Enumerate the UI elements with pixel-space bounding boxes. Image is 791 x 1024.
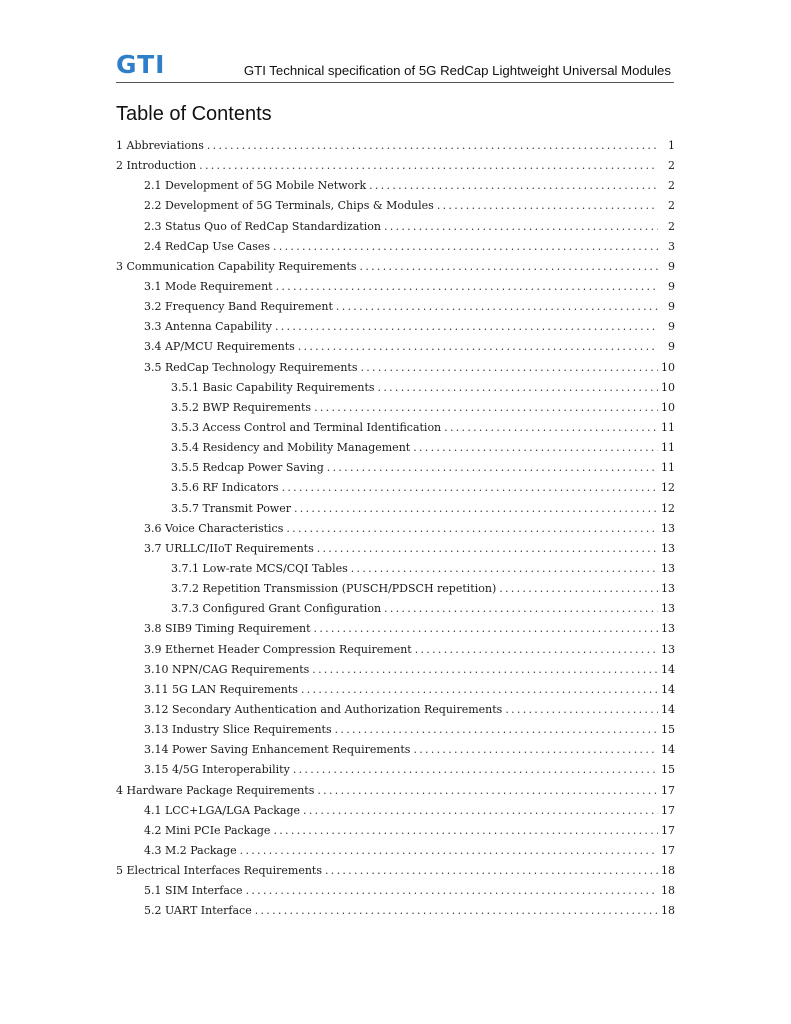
document-title: GTI Technical specification of 5G RedCap Lightweight Universal Modules [243,63,671,78]
toc-entry-page-number: 17 [661,783,675,797]
toc-dot-leader [303,801,658,821]
toc-entry-page-number: 9 [668,279,675,293]
toc-entry-page-number: 17 [661,803,675,817]
toc-entry-label: 3.7.3 Configured Grant Configuration [171,602,382,616]
toc-entry-page-number: 11 [661,420,675,434]
toc-entry-label: 3.8 SIB9 Timing Requirement [144,622,311,636]
toc-dot-leader [294,499,658,519]
toc-dot-leader [499,579,658,599]
toc-dot-leader [317,539,658,559]
toc-entry[interactable] [116,176,675,196]
toc-entry-page-number: 2 [668,179,675,193]
toc-entry[interactable] [116,660,675,680]
toc-entry-label: 4.2 Mini PCIe Package [144,823,271,837]
toc-entry[interactable] [116,801,675,821]
toc-entry[interactable] [116,237,675,257]
toc-entry-page-number: 13 [661,582,675,596]
toc-entry-label: 3.5 RedCap Technology Requirements [144,360,358,374]
toc-dot-leader [327,458,658,478]
toc-entry[interactable] [116,901,675,921]
toc-dot-leader [444,418,658,438]
toc-entry-page-number: 2 [668,219,675,233]
toc-entry-label: 3.14 Power Saving Enhancement Requirements [144,743,411,757]
toc-heading: Table of Contents [116,103,272,125]
toc-entry-page-number: 13 [661,622,675,636]
toc-entry-label: 3.5.1 Basic Capability Requirements [171,380,375,394]
toc-entry-page-number: 14 [661,743,675,757]
toc-entry-page-number: 13 [661,561,675,575]
toc-entry-page-number: 14 [661,682,675,696]
toc-entry-page-number: 11 [661,461,675,475]
toc-entry-label: 3.15 4/5G Interoperability [144,763,290,777]
toc-entry-label: 3.7.1 Low-rate MCS/CQI Tables [171,561,348,575]
toc-entry-label: 3 Communication Capability Requirements [116,259,357,273]
toc-dot-leader [273,237,658,257]
toc-dot-leader [273,821,658,841]
toc-entry-page-number: 10 [661,380,675,394]
toc-dot-leader [384,599,658,619]
toc-entry-label: 3.5.5 Redcap Power Saving [171,461,324,475]
toc-entry[interactable] [116,156,675,176]
toc-entry-label: 2.2 Development of 5G Terminals, Chips & Modules [144,199,434,213]
toc-dot-leader [314,398,658,418]
toc-entry[interactable] [116,821,675,841]
toc-dot-leader [293,760,658,780]
toc-dot-leader [325,861,658,881]
toc-dot-leader [415,640,658,660]
toc-entry[interactable] [116,559,675,579]
toc-dot-leader [437,196,658,216]
toc-entry[interactable] [116,680,675,700]
toc-entry-label: 2.3 Status Quo of RedCap Standardization [144,219,381,233]
toc-entry-page-number: 12 [661,501,675,515]
toc-entry-label: 3.1 Mode Requirement [144,279,273,293]
table-of-contents [116,136,675,921]
toc-entry[interactable] [116,760,675,780]
toc-dot-leader [335,720,658,740]
toc-entry[interactable] [116,861,675,881]
toc-entry-page-number: 13 [661,602,675,616]
toc-entry-page-number: 3 [668,239,675,253]
toc-entry-label: 3.5.7 Transmit Power [171,501,291,515]
toc-entry[interactable] [116,217,675,237]
toc-entry-label: 3.11 5G LAN Requirements [144,682,298,696]
toc-dot-leader [413,438,658,458]
toc-dot-leader [505,700,658,720]
toc-entry[interactable] [116,619,675,639]
gti-logo: GTI [116,50,166,79]
toc-entry-label: 3.7.2 Repetition Transmission (PUSCH/PDSCH repetition) [171,582,497,596]
toc-entry[interactable] [116,881,675,901]
toc-dot-leader [298,337,658,357]
toc-dot-leader [301,680,658,700]
toc-entry-label: 3.3 Antenna Capability [144,320,272,334]
toc-dot-leader [413,740,658,760]
toc-dot-leader [336,297,658,317]
toc-entry-page-number: 15 [661,763,675,777]
toc-entry-page-number: 15 [661,723,675,737]
toc-entry-page-number: 2 [668,199,675,213]
toc-entry-label: 4.1 LCC+LGA/LGA Package [144,803,301,817]
toc-entry-label: 3.7 URLLC/IIoT Requirements [144,541,314,555]
toc-entry-label: 3.5.4 Residency and Mobility Management [171,441,411,455]
toc-dot-leader [240,841,658,861]
page-header [116,50,674,83]
toc-dot-leader [276,277,658,297]
toc-entry[interactable] [116,418,675,438]
toc-entry-label: 3.5.6 RF Indicators [171,481,279,495]
toc-entry-label: 3.10 NPN/CAG Requirements [144,662,310,676]
toc-dot-leader [275,317,658,337]
toc-dot-leader [255,901,658,921]
toc-dot-leader [312,660,658,680]
toc-dot-leader [317,781,658,801]
toc-entry[interactable] [116,277,675,297]
toc-entry-page-number: 18 [661,864,675,878]
toc-entry-label: 4 Hardware Package Requirements [116,783,315,797]
toc-dot-leader [360,358,658,378]
toc-entry-label: 2.1 Development of 5G Mobile Network [144,179,367,193]
toc-entry-page-number: 14 [661,662,675,676]
toc-dot-leader [246,881,658,901]
toc-entry[interactable] [116,640,675,660]
toc-entry-label: 5.2 UART Interface [144,904,252,918]
toc-entry-label: 3.5.2 BWP Requirements [171,400,312,414]
toc-entry-label: 2.4 RedCap Use Cases [144,239,271,253]
toc-entry[interactable] [116,841,675,861]
toc-entry-label: 3.9 Ethernet Header Compression Requirement [144,642,412,656]
toc-entry[interactable] [116,398,675,418]
toc-entry-label: 3.13 Industry Slice Requirements [144,723,332,737]
toc-entry[interactable] [116,740,675,760]
toc-dot-leader [207,136,658,156]
toc-entry[interactable] [116,438,675,458]
toc-entry[interactable] [116,579,675,599]
toc-entry-page-number: 9 [668,320,675,334]
toc-entry[interactable] [116,700,675,720]
toc-entry-label: 3.6 Voice Characteristics [144,521,284,535]
toc-entry-label: 4.3 M.2 Package [144,843,237,857]
toc-entry[interactable] [116,599,675,619]
toc-entry[interactable] [116,136,675,156]
toc-dot-leader [384,217,658,237]
toc-entry-page-number: 14 [661,702,675,716]
toc-entry[interactable] [116,720,675,740]
toc-entry[interactable] [116,358,675,378]
toc-entry[interactable] [116,478,675,498]
toc-entry[interactable] [116,458,675,478]
toc-entry-label: 1 Abbreviations [116,139,204,152]
toc-entry-page-number: 12 [661,481,675,495]
toc-dot-leader [369,176,658,196]
toc-entry-page-number: 1 [668,139,675,152]
toc-dot-leader [314,619,658,639]
toc-entry[interactable] [116,539,675,559]
toc-entry-label: 3.12 Secondary Authentication and Authorization Requirements [144,702,503,716]
toc-entry-label: 3.2 Frequency Band Requirement [144,300,333,314]
toc-entry-page-number: 13 [661,521,675,535]
toc-entry[interactable] [116,317,675,337]
toc-entry[interactable] [116,297,675,317]
toc-entry-page-number: 18 [661,904,675,918]
toc-dot-leader [282,478,658,498]
toc-entry-page-number: 9 [668,340,675,354]
toc-entry[interactable] [116,257,675,277]
toc-entry[interactable] [116,378,675,398]
toc-entry-page-number: 18 [661,884,675,898]
toc-entry[interactable] [116,337,675,357]
toc-entry-page-number: 2 [668,159,675,173]
toc-dot-leader [360,257,658,277]
toc-entry-page-number: 13 [661,541,675,555]
toc-entry-page-number: 13 [661,642,675,656]
toc-entry-label: 3.4 AP/MCU Requirements [144,340,295,354]
toc-entry-label: 2 Introduction [116,159,197,173]
toc-entry[interactable] [116,519,675,539]
toc-entry[interactable] [116,499,675,519]
toc-entry-page-number: 9 [668,259,675,273]
toc-entry-page-number: 17 [661,823,675,837]
toc-entry-page-number: 9 [668,300,675,314]
toc-entry-page-number: 11 [661,441,675,455]
toc-entry-label: 5.1 SIM Interface [144,884,243,898]
toc-entry-page-number: 10 [661,360,675,374]
toc-dot-leader [199,156,658,176]
toc-entry-page-number: 17 [661,843,675,857]
toc-entry[interactable] [116,196,675,216]
toc-entry-page-number: 10 [661,400,675,414]
toc-dot-leader [351,559,658,579]
toc-dot-leader [286,519,658,539]
toc-entry[interactable] [116,781,675,801]
toc-entry-label: 3.5.3 Access Control and Terminal Identification [171,420,442,434]
toc-dot-leader [378,378,658,398]
toc-entry-label: 5 Electrical Interfaces Requirements [116,864,322,878]
